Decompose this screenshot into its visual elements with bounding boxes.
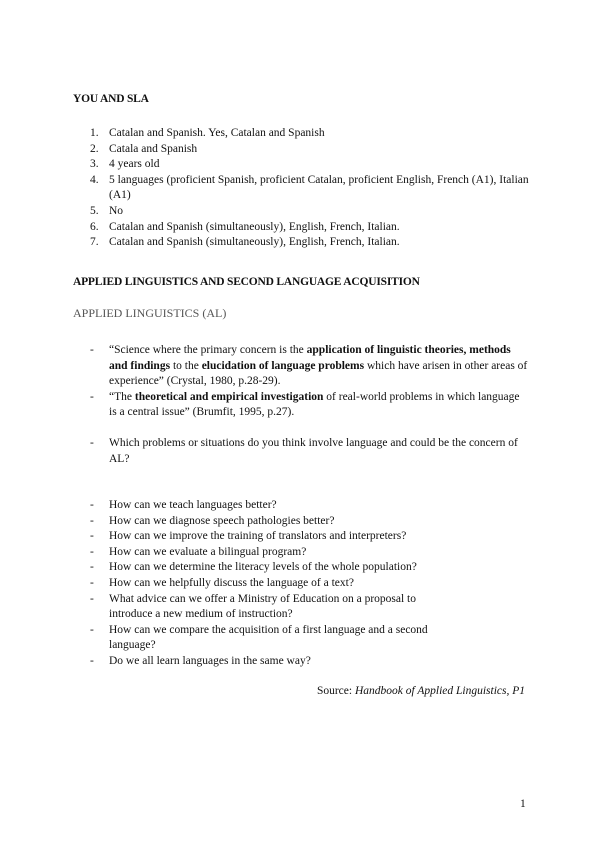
definitions-list (90, 343, 529, 467)
list-item: - How can we helpfully discuss the language of a text? (90, 576, 354, 589)
page-number: 1 (520, 798, 526, 810)
list-item: - Do we all learn languages in the same way? (90, 654, 311, 667)
discussion-question: - Which problems or situations do you think involve language and could be the concern of AL? (90, 436, 518, 465)
list-item: 5. No (90, 204, 124, 217)
list-item: - How can we improve the training of translators and interpreters? (90, 530, 407, 543)
source-citation: Source: Handbook of Applied Linguistics, P1 (316, 685, 525, 697)
list-item: 6. Catalan and Spanish (simultaneously), English, French, Italian. (90, 220, 400, 233)
subsection-title-al: APPLIED LINGUISTICS (AL) (73, 306, 227, 320)
list-item: - What advice can we offer a Ministry of Education on a proposal to introduce a new medium of instruction? (90, 592, 416, 621)
quote-crystal: - “Science where the primary concern is the application of linguistic theories, methods and findings to the elucidation of language problems which have arisen in other areas of experience” (Crystal, 1980, p.28-29). (90, 344, 528, 388)
questions-list (90, 498, 529, 670)
list-item: - How can we compare the acquisition of a first language and a second language? (90, 623, 428, 652)
list-item: 4. 5 languages (proficient Spanish, proficient Catalan, proficient English, French (A1), Italian (A1) (90, 173, 529, 202)
list-item: - How can we diagnose speech pathologies better? (90, 514, 335, 527)
list-item: 7. Catalan and Spanish (simultaneously), English, French, Italian. (90, 236, 400, 249)
list-item: - How can we teach languages better? (90, 499, 277, 511)
section-title-applied-linguistics-sla: APPLIED LINGUISTICS AND SECOND LANGUAGE ACQUISITION (73, 276, 420, 288)
section-title-you-and-sla: YOU AND SLA (73, 93, 149, 105)
numbered-answer-list (90, 126, 529, 251)
quote-brumfit: - “The theoretical and empirical investigation of real-world problems in which language is a central issue” (Brumfit, 1995, p.27). (90, 390, 520, 419)
list-item: 3. 4 years old (90, 158, 160, 171)
list-item: - How can we determine the literacy levels of the whole population? (90, 561, 417, 574)
list-item: 1. Catalan and Spanish. Yes, Catalan and Spanish (90, 127, 325, 139)
list-item: - How can we evaluate a bilingual program? (90, 545, 307, 558)
list-item: 2. Catala and Spanish (90, 142, 198, 155)
